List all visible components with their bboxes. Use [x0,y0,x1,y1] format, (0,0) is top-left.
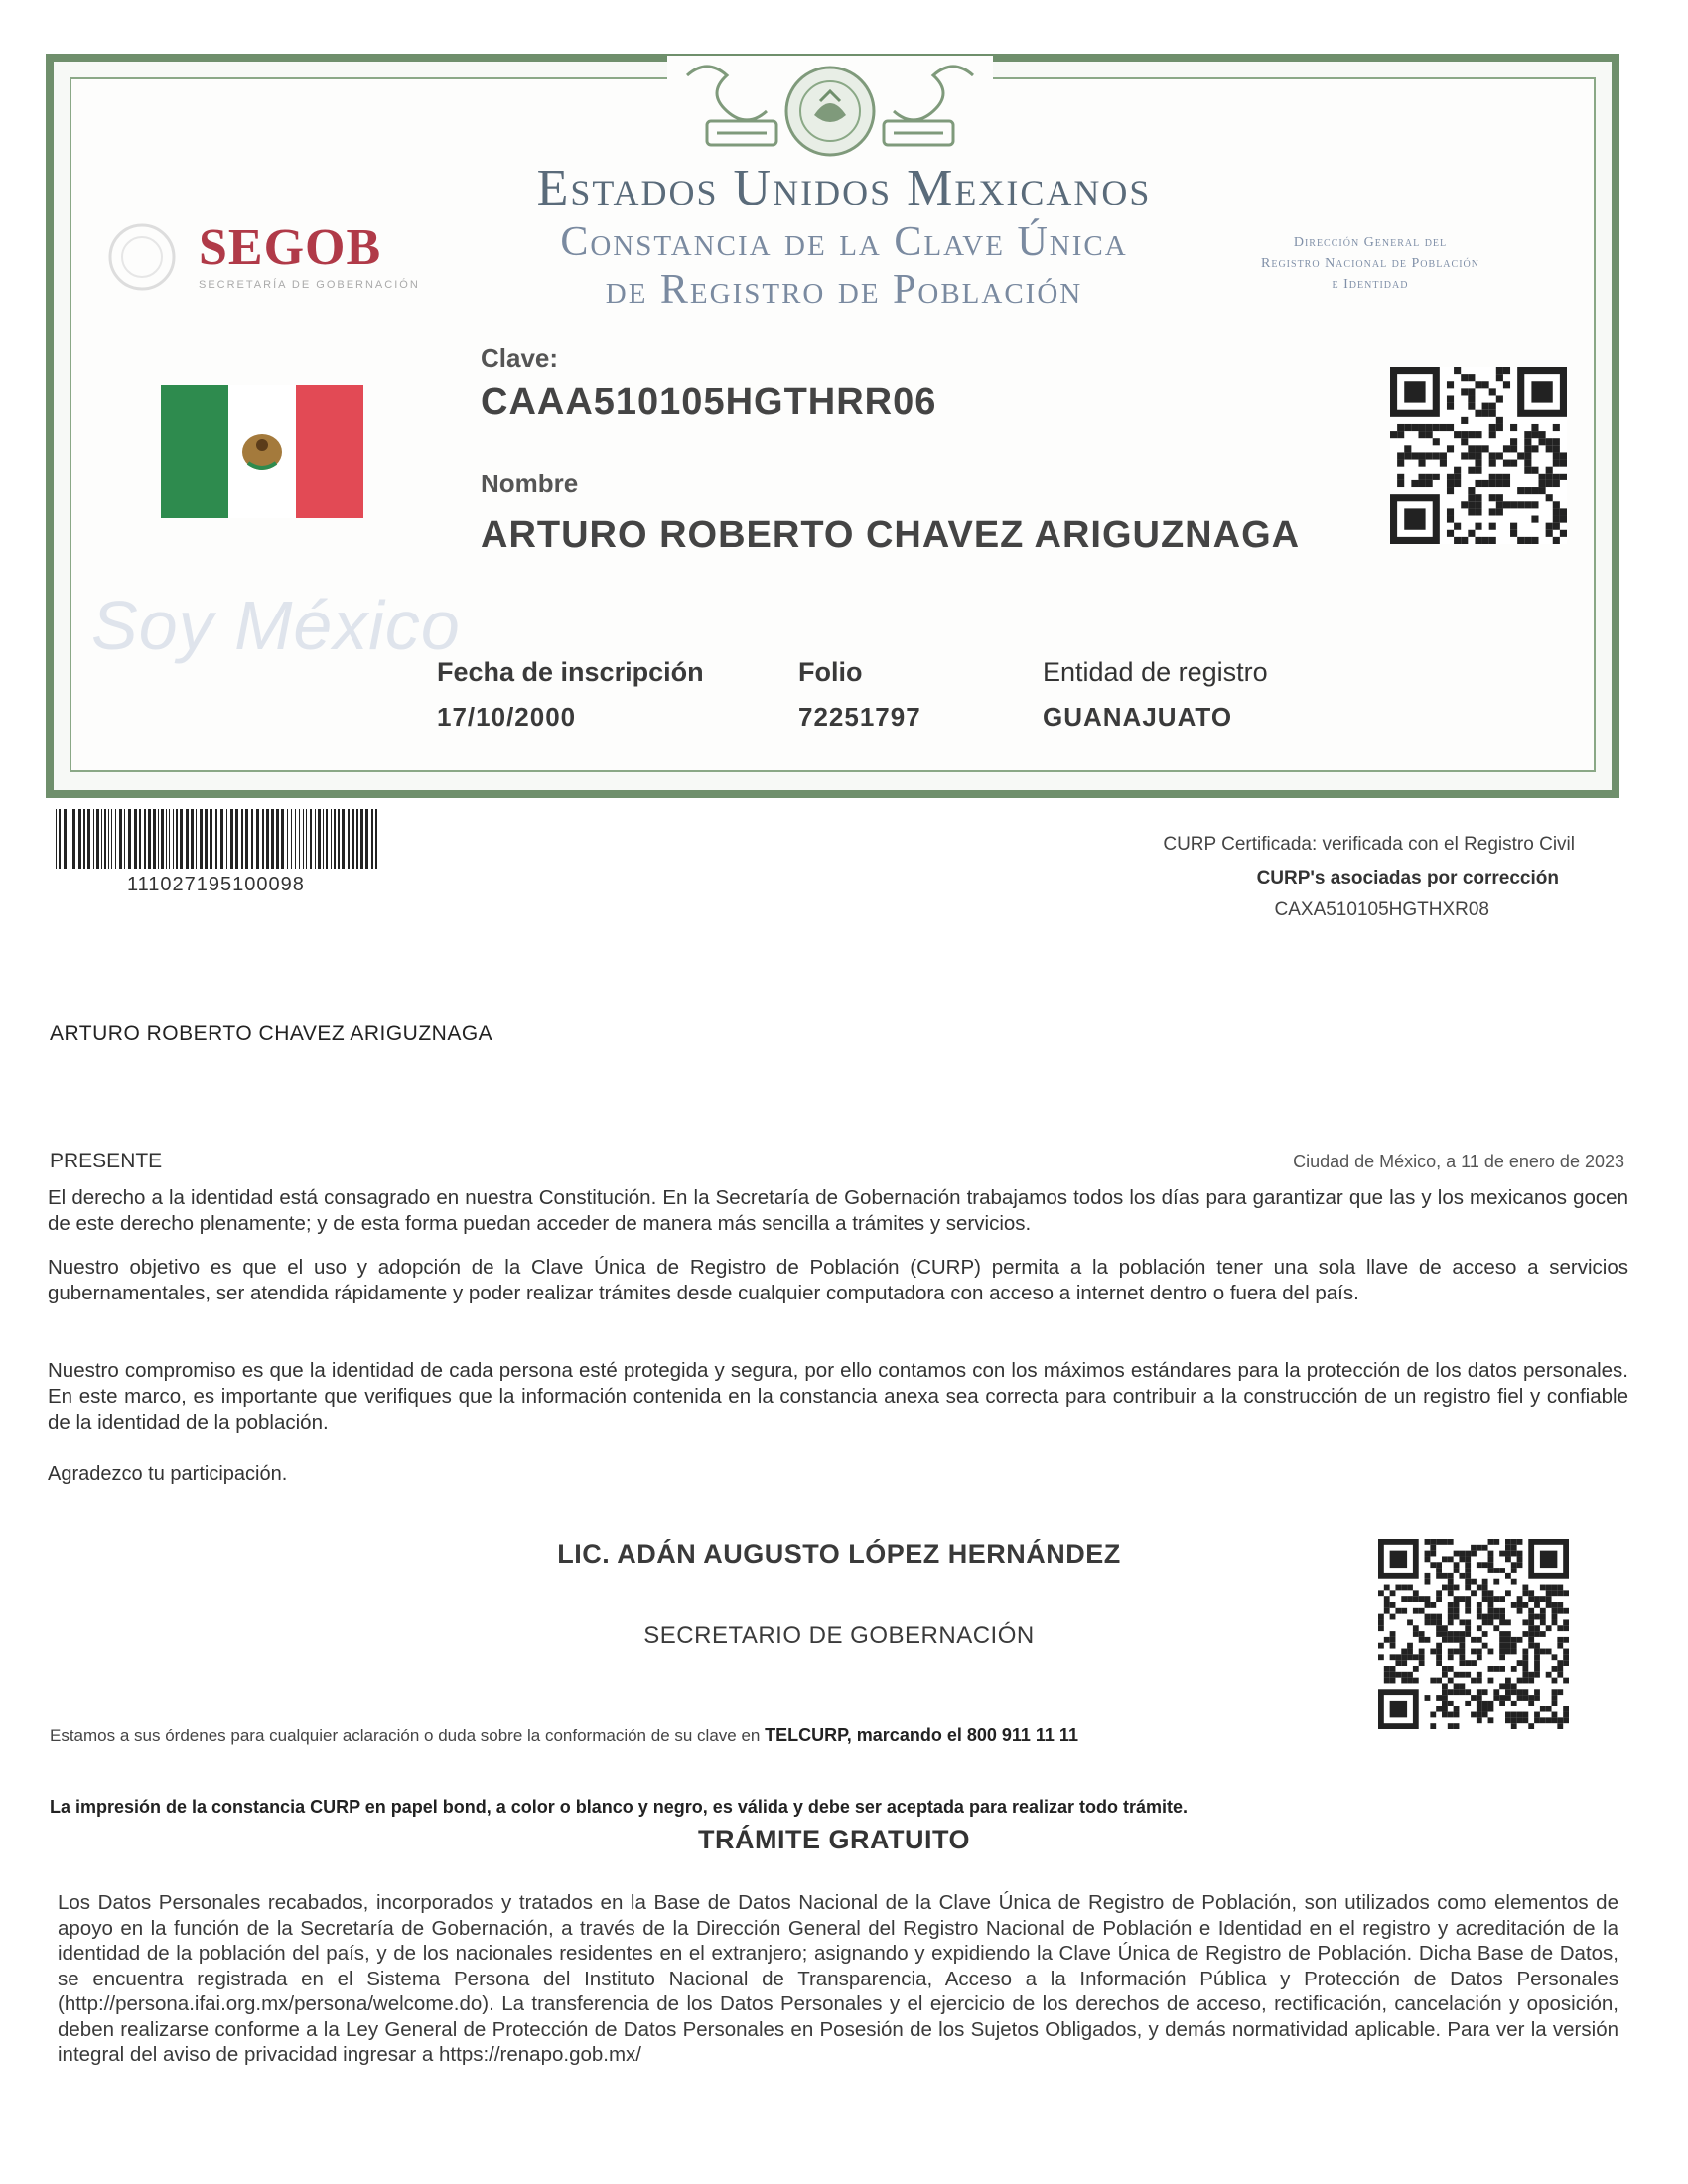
presente-label: PRESENTE [50,1150,163,1172]
qr-code-icon [1390,367,1567,544]
qr-code-icon [1378,1539,1569,1729]
letter-recipient: ARTURO ROBERTO CHAVEZ ARIGUZNAGA [50,1023,493,1045]
folio-value: 72251797 [798,702,921,732]
entidad-registro-label: Entidad de registro [1043,657,1268,687]
letter-closing: Agradezco tu participación. [48,1463,288,1485]
mexico-flag-icon [161,385,363,518]
curp-asociadas-title: CURP's asociadas por corrección [1256,868,1559,888]
signer-title: SECRETARIO DE GOBERNACIÓN [643,1622,1035,1649]
impresion-notice: La impresión de la constancia CURP en papel bond, a color o blanco y negro, es válida y debe ser aceptada para realizar todo trámite. [50,1797,1189,1817]
fecha-inscripcion-label: Fecha de inscripción [437,657,704,687]
barcode-number: 111027195100098 [127,874,305,895]
curp-asociada-value: CAXA510105HGTHXR08 [1274,899,1489,920]
place-date: Ciudad de México, a 11 de enero de 2023 [1293,1152,1624,1171]
document-title: Estados Unidos Mexicanos [536,160,1152,216]
letter-paragraph-1: El derecho a la identidad está consagrado en nuestra Constitución. En la Secretaría de Gobernación trabajamos todos los días para garantizar que las y los mexicanos gocen de este derecho plenamente; y de esta forma puedan acceder de manera más sencilla a trámites y servicios. [48,1186,1628,1235]
telcurp-phone: TELCURP, marcando el 800 911 11 11 [765,1725,1078,1745]
dgrn-line2: Registro Nacional de Población [1261,256,1479,271]
privacy-notice: Los Datos Personales recabados, incorporados y tratados en la Base de Datos Nacional de la Clave Única de Registro de Población, son utilizados como elementos de apoyo en la función de la Secretaría de Gobernación, a través de la Dirección General del Registro Nacional de Población e Identidad en el registro y acreditación de la identidad de la población del país, y de los nacionales residentes en el extranjero; asignando y expidiendo la Clave Única de Registro de Población. Dicha Base de Datos, se encuentra registrada en el Sistema Persona del Instituto Nacional de Transparencia, Acceso a la Información Pública y Protección de Datos Personales (http://persona.ifai.org.mx/persona/welcome.do). La transferencia de los Datos Personales y el ejercicio de los derechos de acceso, rectificación, cancelación y oposición, deben realizarse conforme a la Ley General de Protección de Datos Personales en Posesión de los Sujetos Obligados, y demás normatividad aplicable. Para ver la versión integral del aviso de privacidad ingresar a https://renapo.gob.mx/ [58,1891,1618,2066]
barcode-icon [56,809,381,869]
telcurp-notice [50,1725,1078,1746]
fecha-inscripcion-value: 17/10/2000 [437,702,577,732]
tramite-gratuito: TRÁMITE GRATUITO [698,1825,970,1854]
folio-label: Folio [798,657,863,687]
national-seal-icon [667,56,993,161]
watermark: Soy México [91,587,461,664]
curp-certificada-text: CURP Certificada: verificada con el Registro Civil [1163,834,1575,855]
document-subtitle-line2: de Registro de Población [605,267,1083,313]
entidad-registro-value: GUANAJUATO [1043,702,1233,732]
segob-logo-subtitle: SECRETARÍA DE GOBERNACIÓN [199,279,420,291]
letter-paragraph-3: Nuestro compromiso es que la identidad de cada persona esté protegida y segura, por ello contamos con los máximos estándares para la protección de los datos personales. En este marco, es importante que verifiques que la información contenida en la constancia anexa sea correcta para contribuir a la construcción de un registro fiel y confiable de la identidad de la población. [48,1359,1628,1433]
document-subtitle-line1: Constancia de la Clave Única [560,219,1128,265]
letter-paragraph-2: Nuestro objetivo es que el uso y adopción de la Clave Única de Registro de Población (CURP) permita a la población tener una sola llave de acceso a servicios gubernamentales, ser atendida rápidamente y poder realizar trámites desde cualquier computadora con acceso a internet dentro o fuera del país. [48,1256,1628,1304]
dgrn-line1: Dirección General del [1293,235,1448,250]
nombre-label: Nombre [481,469,579,498]
dgrn-line3: e Identidad [1332,277,1409,292]
nombre-value: ARTURO ROBERTO CHAVEZ ARIGUZNAGA [481,514,1301,556]
clave-value: CAAA510105HGTHRR06 [481,381,937,423]
clave-label: Clave: [481,343,559,373]
signer-name: LIC. ADÁN AUGUSTO LÓPEZ HERNÁNDEZ [557,1539,1121,1569]
segob-logo: SEGOB [199,219,382,276]
telcurp-text: Estamos a sus órdenes para cualquier aclaración o duda sobre la conformación de su clave en [50,1726,761,1745]
dgrn-label [1211,232,1529,295]
